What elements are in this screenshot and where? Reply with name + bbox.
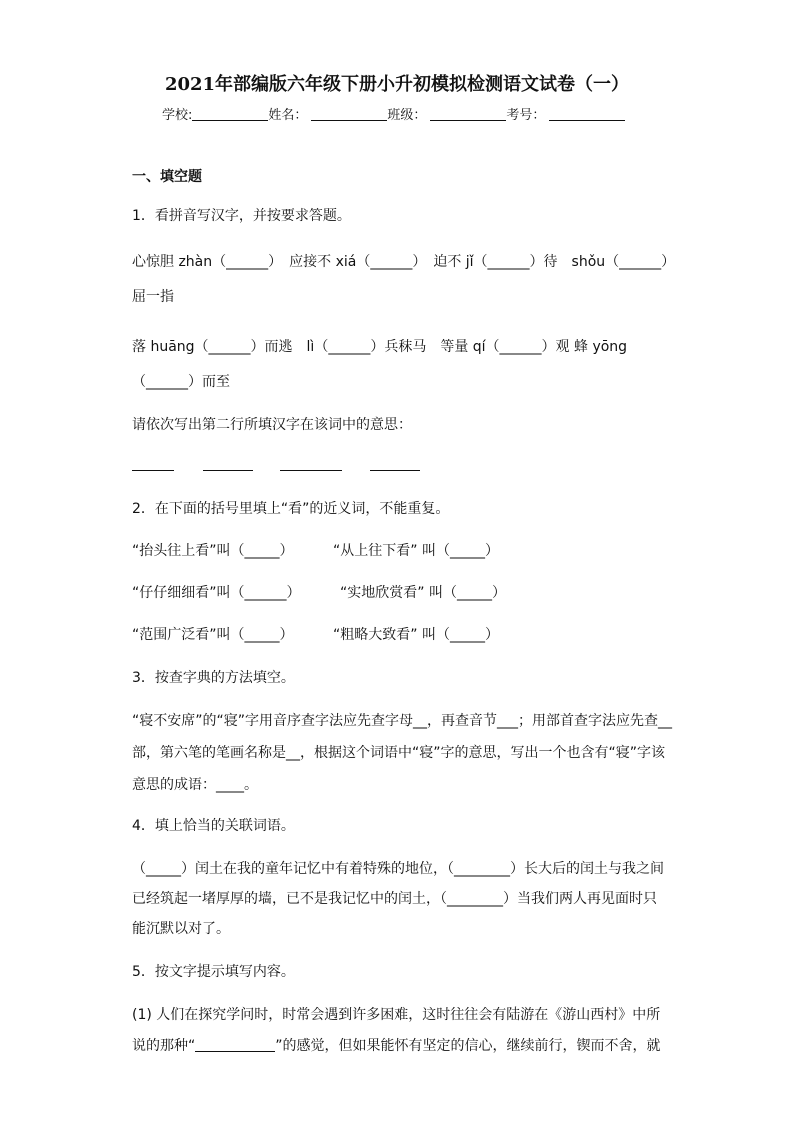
q5-prompt: 5．按文字提示填写内容。 [132, 964, 295, 980]
q4-line3: 能沉默以对了。 [132, 921, 230, 937]
poem-answer-blank[interactable] [195, 1037, 275, 1052]
answer-line[interactable] [280, 470, 342, 471]
q1-prompt: 1．看拼音写汉字，并按要求答题。 [132, 208, 351, 224]
q3-line2: 部，第六笔的笔画名称是__，根据这个词语中“寝”字的意思，写出一个也含有“寝”字该 [132, 745, 666, 761]
q3-line1: “寝不安席”的“寝”字用音序查字法应先查字母__，再查音节___；用部首查字法应先查__ [132, 713, 673, 729]
q2-row3-right: “粗略大致看” 叫（_____） [333, 627, 499, 643]
school-label: 学校: [162, 108, 193, 123]
q1-row1-cont: 屈一指 [132, 289, 174, 305]
q5-line1: (1) 人们在探究学问时，时常会遇到许多困难，这时往往会有陆游在《游山西村》中所 [132, 1007, 661, 1023]
q3-prompt: 3．按查字典的方法填空。 [132, 670, 295, 686]
q5-line2-start: 说的那种“ [132, 1038, 196, 1054]
q4-line1: （_____）闰土在我的童年记忆中有着特殊的地位，（________）长大后的闰土与我之间 [132, 861, 664, 877]
q2-row1-right: “从上往下看” 叫（_____） [333, 543, 499, 559]
q2-row1-left: “抬头往上看”叫（_____） [132, 543, 294, 559]
answer-line[interactable] [132, 470, 174, 471]
q5-line2-end: ”的感觉，但如果能怀有坚定的信心，继续前行，锲而不舍，就 [275, 1038, 661, 1054]
exam-no-field[interactable] [549, 106, 625, 121]
student-info-line [162, 104, 625, 123]
q4-line2: 已经筑起一堵厚厚的墙，已不是我记忆中的闰土，（________）当我们两人再见面时只 [132, 891, 657, 907]
q1-row1: 心惊胆 zhàn（______） 应接不 xiá（______） 迫不 jǐ（______）待 shǒu（______） [132, 254, 676, 270]
name-label: 姓名： [268, 108, 308, 123]
q1-follow: 请依次写出第二行所填汉字在该词中的意思： [132, 417, 412, 433]
q2-row2-right: “实地欣赏看” 叫（_____） [340, 585, 506, 601]
q2-row2-left: “仔仔细细看”叫（______） [132, 585, 301, 601]
q2-prompt: 2．在下面的括号里填上“看”的近义词，不能重复。 [132, 501, 450, 517]
q3-line3: 意思的成语：____。 [132, 777, 258, 793]
page-title: 2021年部编版六年级下册小升初模拟检测语文试卷（一） [164, 74, 630, 95]
q5-line2 [132, 1035, 661, 1055]
exam-no-label: 考号： [506, 108, 546, 123]
class-label: 班级： [387, 108, 427, 123]
q4-prompt: 4．填上恰当的关联词语。 [132, 818, 295, 834]
answer-line[interactable] [370, 470, 420, 471]
answer-line[interactable] [203, 470, 253, 471]
q1-row2-cont: （______）而至 [132, 374, 230, 390]
name-field[interactable] [311, 106, 387, 121]
q1-row2: 落 huāng（______）而逃 lì（______）兵秣马 等量 qí（______）观 蜂 yōng [132, 339, 628, 355]
school-field[interactable] [192, 106, 268, 121]
section-heading: 一、填空题 [132, 169, 202, 185]
class-field[interactable] [430, 106, 506, 121]
q2-row3-left: “范围广泛看”叫（_____） [132, 627, 294, 643]
